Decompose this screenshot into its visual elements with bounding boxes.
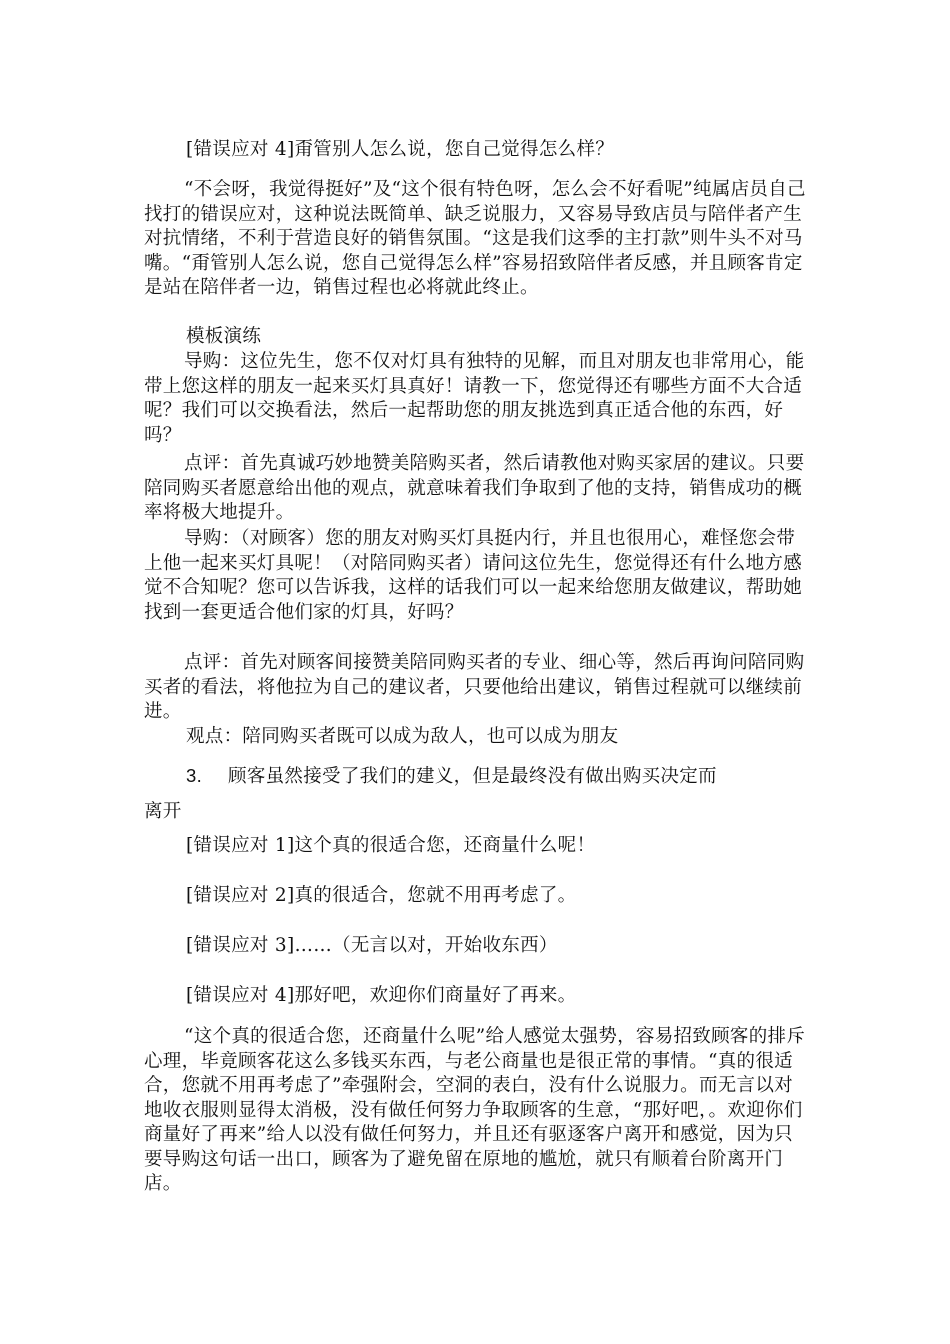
error-response-2: [错误应对 2]真的很适合，您就不用再考虑了。 [186,885,577,906]
analysis-paragraph-2: “这个真的很适合您，还商量什么呢”给人感觉太强势，容易招致顾客的排斥心理，毕竟顾客花这么多钱买东西，与老公商量也是很正常的事情。“真的很适合，您就不用再考虑了”牵强附会，空洞的表白，没有什么说服力。而无言以对地收衣服则显得太消极，没有做任何努力争取顾客的生意，“那好吧，。欢迎你们商量好了再来”给人以没有做任何努力，并且还有驱逐客户离开和感觉，因为只要导购这句话一出口，顾客为了避免留在原地的尴尬，就只有顺着台阶离开门店。 [144,1026,806,1194]
viewpoint-line: 观点：陪同购买者既可以成为敌人，也可以成为朋友 [186,726,619,747]
analysis-paragraph-1: “不会呀，我觉得挺好”及“这个很有特色呀，怎么会不好看呢”纯属店员自己找打的错误应对，这种说法既简单、缺乏说服力，又容易导致店员与陪伴者产生对抗情绪，不利于营造良好的销售氛围。“这是我们这季的主打款”则牛头不对马嘴。“甭管别人怎么说，您自己觉得怎么样”容易招致陪伴者反感，并且顾客肯定是站在陪伴者一边，销售过程也必将就此终止。 [144,179,806,298]
error-response-1: [错误应对 1]这个真的很适合您，还商量什么呢！ [186,835,596,856]
comment-paragraph-1: 点评：首先真诚巧妙地赞美陪购买者，然后请教他对购买家居的建议。只要陪同购买者愿意给出他的观点，就意味着我们争取到了他的支持，销售成功的概率将极大地提升。 [144,453,805,523]
section-3-title: 顾客虽然接受了我们的建义，但是最终没有做出购买决定而 [228,766,717,787]
guide-dialogue-2: 导购：（对顾客）您的朋友对购买灯具挺内行，并且也很用心，难怪您会带上他一起来买灯具呢！（对陪同购买者）请问这位先生，您觉得还有什么地方感觉不合知呢？您可以告诉我，这样的话我们可以一起来给您朋友做建议，帮助她找到一套更适合他们家的灯具，好吗？ [144,528,803,623]
error-response-4-heading: [错误应对 4]甭管别人怎么说，您自己觉得怎么样？ [186,139,615,160]
error-response-4: [错误应对 4]那好吧，欢迎你们商量好了再来。 [186,985,577,1006]
error-response-3: [错误应对 3]……（无言以对，开始收东西） [186,935,558,956]
section-number: 3. [186,765,203,786]
comment-paragraph-2: 点评：首先对顾客间接赞美陪同购买者的专业、细心等，然后再询问陪同购买者的看法，将他拉为自己的建议者，只要他给出建议，销售过程就可以继续前进。 [144,652,805,722]
guide-dialogue-1: 导购：这位先生，您不仅对灯具有独特的见解，而且对朋友也非常用心，能带上您这样的朋友一起来买灯具真好！请教一下，您觉得还有哪些方面不大合适呢？我们可以交换看法，然后一起帮助您的朋友挑选到真正适合他的东西，好吗？ [144,351,805,446]
section-3-heading [186,764,717,790]
template-practice-heading: 模板演练 [186,326,262,347]
section-3-title-continued: 离开 [144,801,182,822]
